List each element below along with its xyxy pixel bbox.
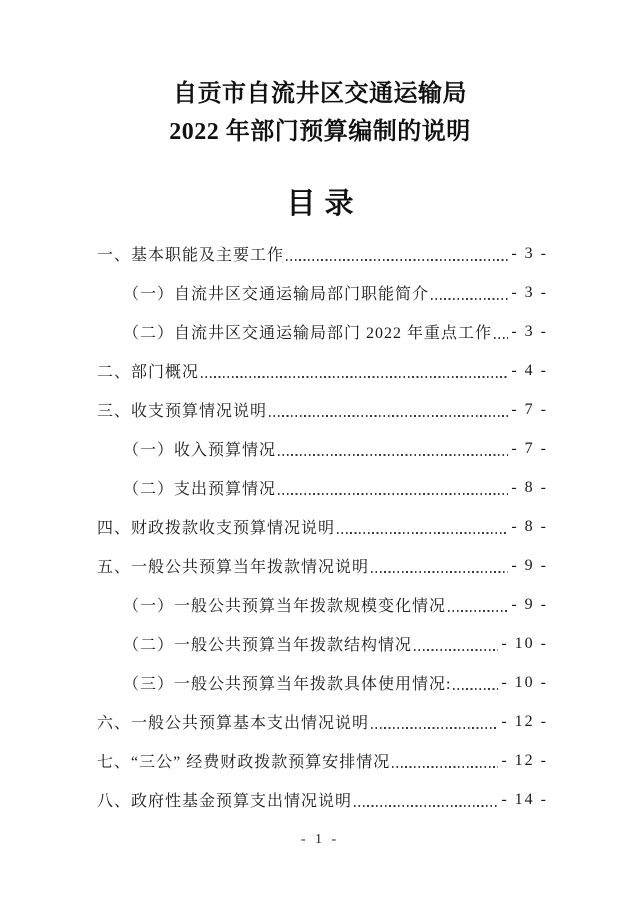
- toc-dot-leader: [354, 805, 498, 807]
- toc-entry[interactable]: [97, 390, 548, 429]
- toc-entry-page: - 3 -: [511, 322, 548, 340]
- toc-dot-leader: [453, 688, 498, 690]
- toc-dot-leader: [278, 454, 508, 456]
- toc-entry-page: - 10 -: [501, 673, 548, 691]
- toc-dot-leader: [494, 337, 508, 339]
- toc-entry-label: （一）自流井区交通运输局部门职能简介: [123, 286, 430, 303]
- toc-entry-page: - 12 -: [501, 712, 548, 730]
- toc-dot-leader: [371, 727, 498, 729]
- document-title-line1: 自贡市自流井区交通运输局: [173, 81, 467, 107]
- toc-dot-leader: [278, 493, 508, 495]
- toc-dot-leader: [414, 649, 498, 651]
- toc-entry[interactable]: [97, 312, 548, 351]
- toc-entry-page: - 10 -: [501, 634, 548, 652]
- toc-entry[interactable]: [97, 624, 548, 663]
- toc-entry-page: - 14 -: [501, 790, 548, 808]
- toc-entry[interactable]: [97, 468, 548, 507]
- toc-entry-page: - 7 -: [511, 439, 548, 457]
- document-title: [0, 75, 640, 151]
- toc-entry[interactable]: [97, 429, 548, 468]
- toc-dot-leader: [286, 259, 508, 261]
- toc-entry-label: 八、政府性基金预算支出情况说明: [97, 793, 353, 810]
- toc-entry-label: （二）一般公共预算当年拨款结构情况: [123, 637, 413, 654]
- toc-entry-page: - 8 -: [511, 517, 548, 535]
- toc-dot-leader: [371, 571, 508, 573]
- toc-entry-label: （二）支出预算情况: [123, 481, 277, 498]
- toc-dot-leader: [201, 376, 508, 378]
- toc-entry-page: - 7 -: [511, 400, 548, 418]
- toc-entry-label: 一、基本职能及主要工作: [97, 247, 285, 264]
- toc-entry-page: - 3 -: [511, 244, 548, 262]
- toc-entry[interactable]: [97, 273, 548, 312]
- toc-entry-label: 二、部门概况: [97, 364, 200, 381]
- toc-entry-label: （一）收入预算情况: [123, 442, 277, 459]
- page-number-footer: - 1 -: [300, 832, 340, 847]
- toc-entry-label: 四、财政拨款收支预算情况说明: [97, 520, 336, 537]
- toc-entry[interactable]: [97, 546, 548, 585]
- toc-entry-label: （二）自流井区交通运输局部门 2022 年重点工作: [123, 325, 493, 342]
- toc-dot-leader: [431, 298, 508, 300]
- toc-entry[interactable]: [97, 234, 548, 273]
- toc-entry-label: （一）一般公共预算当年拨款规模变化情况: [123, 598, 447, 615]
- toc-dot-leader: [269, 415, 508, 417]
- toc-entry-page: - 9 -: [511, 595, 548, 613]
- toc-entry-page: - 12 -: [501, 751, 548, 769]
- toc-entry[interactable]: [97, 351, 548, 390]
- toc-entry[interactable]: [97, 663, 548, 702]
- toc-entry-label: （三）一般公共预算当年拨款具体使用情况:: [123, 676, 452, 693]
- document-title-line2: 2022 年部门预算编制的说明: [169, 119, 471, 145]
- toc-entry-page: - 8 -: [511, 478, 548, 496]
- toc-entry[interactable]: [97, 585, 548, 624]
- toc-entry-label: 三、收支预算情况说明: [97, 403, 268, 420]
- toc-dot-leader: [448, 610, 508, 612]
- toc-entry-page: - 9 -: [511, 556, 548, 574]
- toc-entry-label: 六、一般公共预算基本支出情况说明: [97, 715, 370, 732]
- toc-dot-leader: [337, 532, 508, 534]
- toc-dot-leader: [392, 766, 498, 768]
- toc-entry[interactable]: [97, 741, 548, 780]
- toc-list: [97, 234, 548, 819]
- toc-heading-wrap: [0, 183, 640, 230]
- toc-entry-page: - 4 -: [511, 361, 548, 379]
- toc-heading: 目录: [286, 188, 363, 220]
- toc-entry[interactable]: [97, 702, 548, 741]
- toc-entry-label: 五、一般公共预算当年拨款情况说明: [97, 559, 370, 576]
- toc-entry-page: - 3 -: [511, 283, 548, 301]
- toc-entry-label: 七、“三公” 经费财政拨款预算安排情况: [97, 754, 391, 771]
- toc-entry[interactable]: [97, 780, 548, 819]
- toc-entry[interactable]: [97, 507, 548, 546]
